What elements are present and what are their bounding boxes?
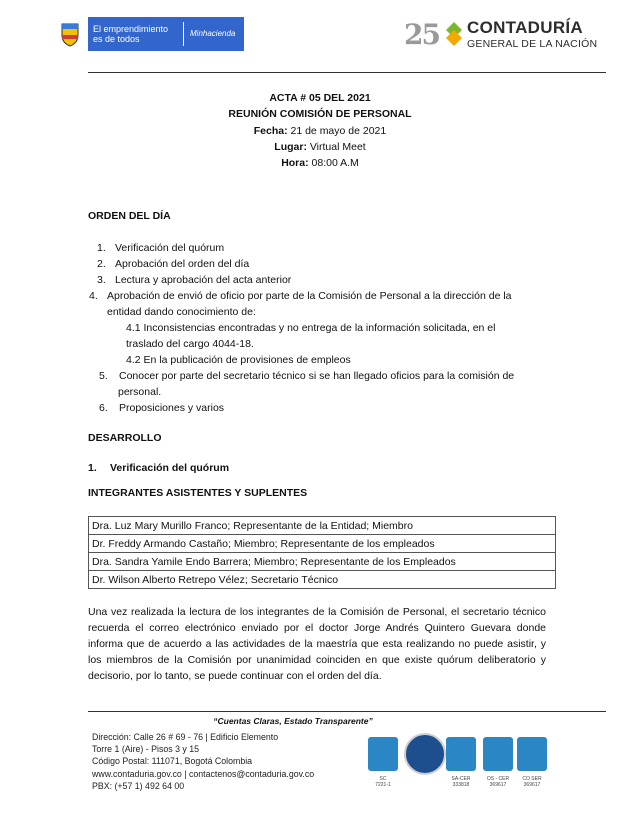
- title-block: [150, 90, 490, 171]
- hora-line: Hora: 08:00 A.M: [281, 157, 359, 170]
- members-table: [88, 516, 556, 589]
- orden-item-3: 3. Lectura y aprobación del acta anterior: [97, 274, 292, 286]
- orden-item-4: 4. Aprobación de envió de oficio por parte de la Comisión de Personal a la dirección de la: [89, 290, 512, 302]
- orden-subitem-4-2: 4.2 En la publicación de provisiones de empleos: [126, 354, 351, 366]
- icontec-cert-icon: [483, 737, 513, 771]
- cgn-leaf-icon: [444, 20, 464, 48]
- members-heading: INTEGRANTES ASISTENTES Y SUPLENTES: [88, 487, 308, 499]
- development-paragraph: Una vez realizada la lectura de los integrantes de la Comisión de Personal, el secretario técnico recuerda el correo electrónico enviado por el doctor Jorge Andrés Quintero Guevara donde informa que de acuerdo a las actividades de la maestría que esta realizando no puede asistir, y los miembros de la Comisión por unanimidad coinciden en que existe quórum deliberatorio y decisorio, por lo tanto, se puede continuar con el orden del día.: [88, 606, 546, 682]
- footer-address: [92, 731, 314, 792]
- meeting-title: REUNIÓN COMISIÓN DE PERSONAL: [228, 108, 412, 121]
- header-rule: [88, 72, 606, 73]
- address-line: Torre 1 (Aire) - Pisos 3 y 15: [92, 744, 200, 755]
- table-row: [89, 535, 556, 553]
- cgn-subtitle: GENERAL DE LA NACIÓN: [467, 38, 598, 50]
- acta-title: ACTA # 05 DEL 2021: [269, 92, 371, 104]
- anniversary-mark: 25: [404, 18, 439, 51]
- table-row: [89, 553, 556, 571]
- orden-item-6: 6. Proposiciones y varios: [99, 402, 225, 414]
- orden-heading: ORDEN DEL DÍA: [88, 210, 171, 222]
- orden-item-2: 2. Aprobación del orden del día: [97, 258, 250, 270]
- cert-caption: OS - CER 369617: [486, 776, 510, 788]
- icontec-cert-icon: [446, 737, 476, 771]
- colombia-shield-icon: [52, 17, 88, 51]
- cgn-title: CONTADURÍA: [467, 18, 584, 37]
- gov-slogan: El emprendimiento es de todos: [93, 24, 169, 44]
- address-line: Código Postal: 111071, Bogotá Colombia: [92, 756, 253, 767]
- lugar-line: Lugar: Virtual Meet: [274, 140, 366, 153]
- icontec-cert-icon: [368, 737, 398, 771]
- cert-caption: SC 7221-1: [375, 776, 391, 788]
- orden-item-5: 5. Conocer por parte del secretario técnico si se han llegado oficios para la comisión de: [99, 370, 515, 382]
- table-row: [89, 571, 556, 589]
- cert-caption: SA-CER 333818: [451, 776, 471, 788]
- member-cell: Dr. Wilson Alberto Retrepo Vélez; Secretario Técnico: [89, 571, 556, 589]
- address-line: Dirección: Calle 26 # 69 - 76 | Edificio Elemento: [92, 732, 279, 742]
- desarrollo-heading: DESARROLLO: [88, 432, 162, 444]
- ministry-label: Minhacienda: [190, 29, 236, 38]
- cert-caption: CO SER 369617: [522, 776, 542, 788]
- desarrollo-item-1: 1. Verificación del quórum: [88, 462, 230, 474]
- orden-item-1: 1. Verificación del quórum: [97, 242, 225, 254]
- member-cell: Dra. Luz Mary Murillo Franco; Representante de la Entidad; Miembro: [89, 517, 556, 535]
- orden-subitem-4-1: 4.1 Inconsistencias encontradas y no entrega de la información solicitada, en el: [126, 322, 496, 334]
- gov-logo: [52, 17, 244, 51]
- table-row: [89, 517, 556, 535]
- cgn-logo: [404, 14, 619, 54]
- member-cell: Dra. Sandra Yamile Endo Barrera; Miembro; Representante de los Empleados: [89, 553, 556, 571]
- icontec-cert-icon: [517, 737, 547, 771]
- address-line[interactable]: www.contaduria.gov.co | contactenos@contaduria.gov.co: [92, 768, 315, 779]
- orden-item-5-cont: personal.: [118, 386, 162, 398]
- footer-slogan: “Cuentas Claras, Estado Transparente”: [213, 716, 373, 726]
- iqnet-cert-icon: [404, 733, 446, 775]
- address-line: PBX: (+57 1) 492 64 00: [92, 780, 185, 791]
- footer-rule: [88, 711, 606, 712]
- orden-item-4-cont: entidad dando conocimiento de:: [107, 306, 256, 318]
- orden-subitem-4-1-cont: traslado del cargo 4044-18.: [126, 338, 254, 350]
- fecha-line: Fecha: 21 de mayo de 2021: [253, 124, 387, 137]
- member-cell: Dr. Freddy Armando Castaño; Miembro; Representante de los empleados: [89, 535, 556, 553]
